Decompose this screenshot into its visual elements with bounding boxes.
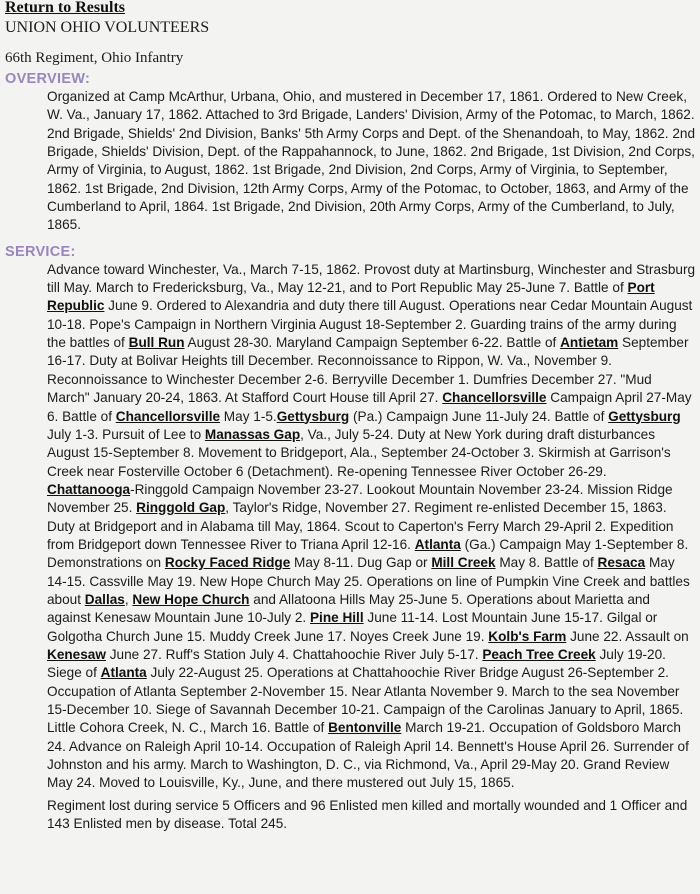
battle-link-chancellorsville[interactable]: Chancellorsville <box>442 390 547 406</box>
battle-link-bull-run[interactable]: Bull Run <box>128 335 185 351</box>
service-text-segment: September 16-17. Duty at Bolivar Heights till December. Reconnoissance to Rippon, W. Va., November 9. Reconnoissance to Winchester December 2-6. Berryville December 1. Dumfries December 27. "Mud March" January 20-24, 1863. At Stafford Court House till April 27. <box>47 335 689 406</box>
service-text-segment: May 14-15. Cassville May 19. New Hope Church May 25. Operations on line of Pumpkin Vine Creek and battles about <box>47 555 690 607</box>
battle-link-pine-hill[interactable]: Pine Hill <box>309 610 364 626</box>
battle-link-antietam[interactable]: Antietam <box>560 335 619 351</box>
service-text-segment: (Pa.) Campaign June 11-July 24. Battle of <box>349 408 609 424</box>
battle-link-peach-tree-creek[interactable]: Peach Tree Creek <box>482 646 596 662</box>
service-text-segment: Campaign April 27-May 6. Battle of <box>47 390 692 424</box>
battle-link-bentonville[interactable]: Bentonville <box>328 720 402 736</box>
overview-heading: OVERVIEW: <box>5 71 91 87</box>
battle-link-kolb-s-farm[interactable]: Kolb's Farm <box>488 628 567 644</box>
service-text-segment: June 22. Assault on <box>566 628 689 644</box>
service-text-segment: June 11-14. Lost Mountain June 15-17. Gilgal or Golgotha Church June 15. Muddy Creek June 17. Noyes Creek June 19. <box>47 610 658 644</box>
service-text-segment: July 19-20. Siege of <box>47 646 666 681</box>
service-text-segment: , Va., July 5-24. Duty at New York during draft disturbances August 15-September 8. Movement to Bridgeport, Ala., September 24-October 3. Skirmish at Garrison's Creek near Fosterville October 6 (Detachment). Re-opening Tennessee River October 26-29. <box>47 426 671 479</box>
page-title: UNION OHIO VOLUNTEERS <box>5 19 210 36</box>
service-text-segment: (Ga.) Campaign May 1-September 8. Demonstrations on <box>47 536 689 571</box>
battle-link-atlanta[interactable]: Atlanta <box>414 536 461 552</box>
service-text-segment: March 19-21. Occupation of Goldsboro March 24. Advance on Raleigh April 10-14. Occupation of Raleigh April 14. Bennett's House April 26. Surrender of Johnston and his army. March to Washington, D. C., via Richmond, Va., April 29-May 20. Grand Review May 24. Moved to Louisville, Ky., June, and there mustered out July 15, 1865. <box>47 720 689 791</box>
battle-link-chattanooga[interactable]: Chattanooga <box>47 481 131 497</box>
service-text-segment: August 28-30. Maryland Campaign September 6-22. Battle of <box>184 335 561 351</box>
casualties-text: Regiment lost during service 5 Officers and 96 Enlisted men killed and mortally wounded and 1 Officer and 143 Enlisted men by disease. Total 245. <box>47 797 688 832</box>
service-text-segment: , <box>124 591 133 607</box>
battle-link-gettysburg[interactable]: Gettysburg <box>608 408 681 424</box>
service-text-segment: -Ringgold Campaign November 23-27. Lookout Mountain November 23-24. Mission Ridge November 25. <box>47 481 673 516</box>
service-text-segment: June 9. Ordered to Alexandria and duty there till August. Operations near Cedar Mountain August 10-18. Pope's Campaign in Northern Virginia August 18-September 2. Guarding trains of the army during the battles of <box>47 298 693 351</box>
service-text-segment: May 1-5. <box>220 408 277 424</box>
service-text-segment: July 22-August 25. Operations at Chattahoochie River Bridge August 26-September 2. Occupation of Atlanta September 2-November 15. Near Atlanta November 9. March to the sea November 15-December 10. Siege of Savannah December 10-21. Campaign of the Carolinas January to April, 1865. Little Cohora Creek, N. C., March 16. Battle of <box>47 665 684 736</box>
service-text-segment: , Taylor's Ridge, November 27. Regiment re-enlisted December 15, 1863. Duty at Bridgeport and in Alabama till May, 1864. Scout to Caperton's Ferry March 29-April 2. Expedition from Bridgeport down Tennessee River to Triana April 12-16. <box>47 500 674 552</box>
battle-link-resaca[interactable]: Resaca <box>597 555 646 571</box>
battle-link-chancellorsville[interactable]: Chancellorsville <box>115 408 221 424</box>
battle-link-atlanta[interactable]: Atlanta <box>100 665 147 681</box>
battle-link-new-hope-church[interactable]: New Hope Church <box>132 591 250 607</box>
service-text-segment: Advance toward Winchester, Va., March 7-15, 1862. Provost duty at Martinsburg, Winchester and Strasburg till May. March to Fredericksburg, Va., May 12-21, and to Port Republic May 25-June 7. Battle of <box>47 261 696 296</box>
service-text-segment: July 1-3. Pursuit of Lee to <box>47 426 205 442</box>
battle-link-gettysburg[interactable]: Gettysburg <box>276 408 350 424</box>
regiment-name: 66th Regiment, Ohio Infantry <box>5 50 184 66</box>
service-heading: SERVICE: <box>5 243 76 260</box>
return-to-results-link[interactable]: Return to Results <box>5 0 125 16</box>
service-text-segment: May 8-11. Dug Gap or <box>290 555 432 571</box>
battle-link-manassas-gap[interactable]: Manassas Gap <box>204 426 301 442</box>
battle-link-mill-creek[interactable]: Mill Creek <box>431 555 496 571</box>
service-text-segment: May 8. Battle of <box>495 555 598 571</box>
battle-link-rocky-faced-ridge[interactable]: Rocky Faced Ridge <box>164 555 291 571</box>
service-text <box>47 261 697 793</box>
battle-link-ringgold-gap[interactable]: Ringgold Gap <box>136 500 226 516</box>
battle-link-port-republic[interactable]: Port Republic <box>47 280 655 314</box>
battle-link-kenesaw[interactable]: Kenesaw <box>47 646 106 662</box>
service-text-segment: June 27. Ruff's Station July 4. Chattahoochie River July 5-17. <box>105 646 483 662</box>
battle-link-dallas[interactable]: Dallas <box>84 591 125 607</box>
service-text-segment: and Allatoona Hills May 25-June 5. Operations about Marietta and against Kenesaw Mountain June 10-July 2. <box>47 591 650 626</box>
overview-text: Organized at Camp McArthur, Urbana, Ohio, and mustered in December 17, 1861. Ordered to New Creek, W. Va., January 17, 1862. Attached to 3rd Brigade, Landers' Division, Army of the Potomac, to March, 1862. 2nd Brigade, Shields' 2nd Division, Banks' 5th Army Corps and Dept. of the Shenandoah, to May, 1862. 2nd Brigade, Shields' Division, Dept. of the Rappahannock, to June, 1862. 2nd Brigade, 1st Division, 2nd Corps, Army of Virginia, to August, 1862. 1st Brigade, 2nd Division, 2nd Corps, Army of Virginia, to September, 1862. 1st Brigade, 2nd Division, 12th Army Corps, Army of the Potomac, to October, 1863, and Army of the Cumberland to April, 1864. 1st Brigade, 2nd Division, 20th Army Corps, Army of the Cumberland, to July, 1865. <box>47 89 696 233</box>
